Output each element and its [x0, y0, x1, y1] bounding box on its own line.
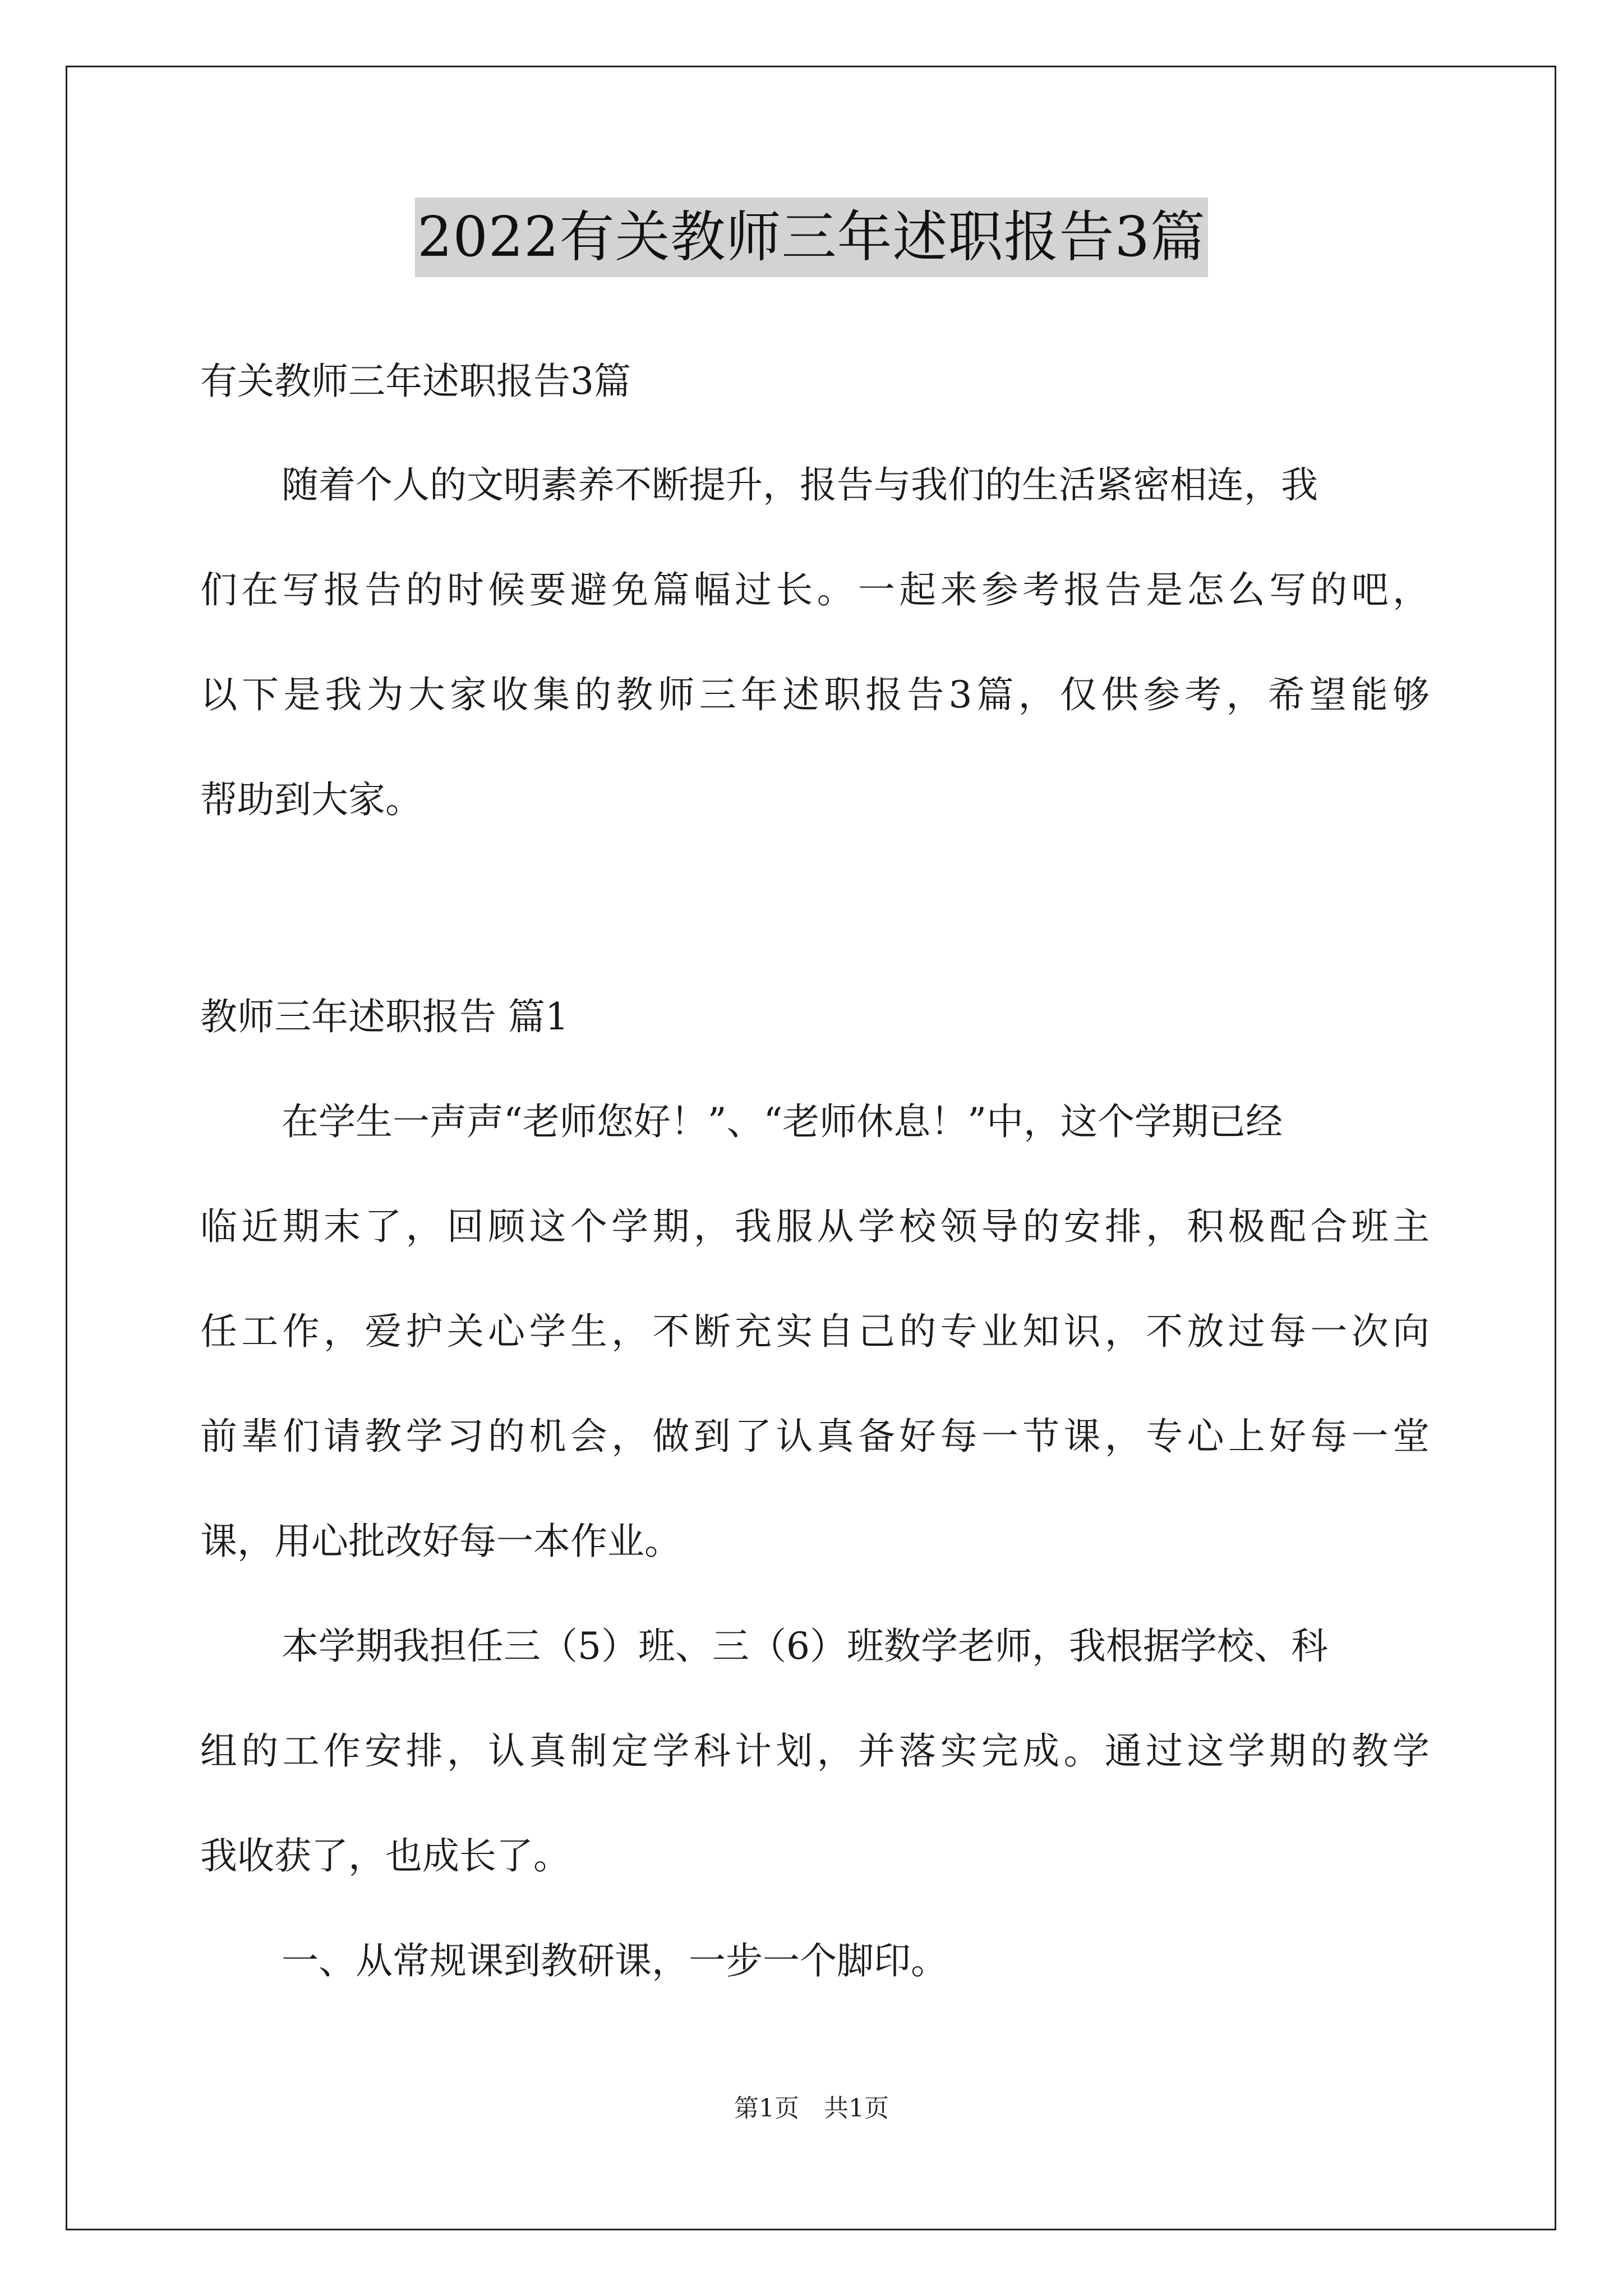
paragraph-line: 任工作，爱护关心学生，不断充实自己的专业知识，不放过每一次向	[200, 1310, 1430, 1353]
paragraph-line: 帮助到大家。	[200, 778, 422, 821]
paragraph-line: 一、从常规课到教研课，一步一个脚印。	[282, 1939, 948, 1982]
title-container	[0, 197, 1623, 277]
paragraph-line: 们在写报告的时候要避免篇幅过长。一起来参考报告是怎么写的吧，	[200, 568, 1430, 611]
paragraph-line: 我收获了，也成长了。	[200, 1834, 570, 1878]
paragraph-line: 临近期末了，回顾这个学期，我服从学校领导的安排，积极配合班主	[200, 1205, 1430, 1248]
paragraph-line: 以下是我为大家收集的教师三年述职报告3篇，仅供参考，希望能够	[200, 673, 1430, 716]
paragraph-line: 在学生一声声“老师您好！”、“老师休息！”中，这个学期已经	[282, 1100, 1283, 1143]
paragraph-line: 前辈们请教学习的机会，做到了认真备好每一节课，专心上好每一堂	[200, 1415, 1430, 1458]
paragraph-line: 随着个人的文明素养不断提升，报告与我们的生活紧密相连，我	[282, 463, 1318, 507]
paragraph-line: 课，用心批改好每一本作业。	[200, 1520, 681, 1563]
paragraph-line: 本学期我担任三（5）班、三（6）班数学老师，我根据学校、科	[282, 1625, 1328, 1668]
subtitle-line: 有关教师三年述职报告3篇	[200, 360, 631, 403]
section-heading: 教师三年述职报告 篇1	[200, 995, 569, 1038]
paragraph-line: 组的工作安排，认真制定学科计划，并落实完成。通过这学期的教学	[200, 1729, 1430, 1773]
document-title: 2022有关教师三年述职报告3篇	[415, 197, 1208, 277]
page-footer: 第1页 共1页	[734, 2094, 889, 2123]
